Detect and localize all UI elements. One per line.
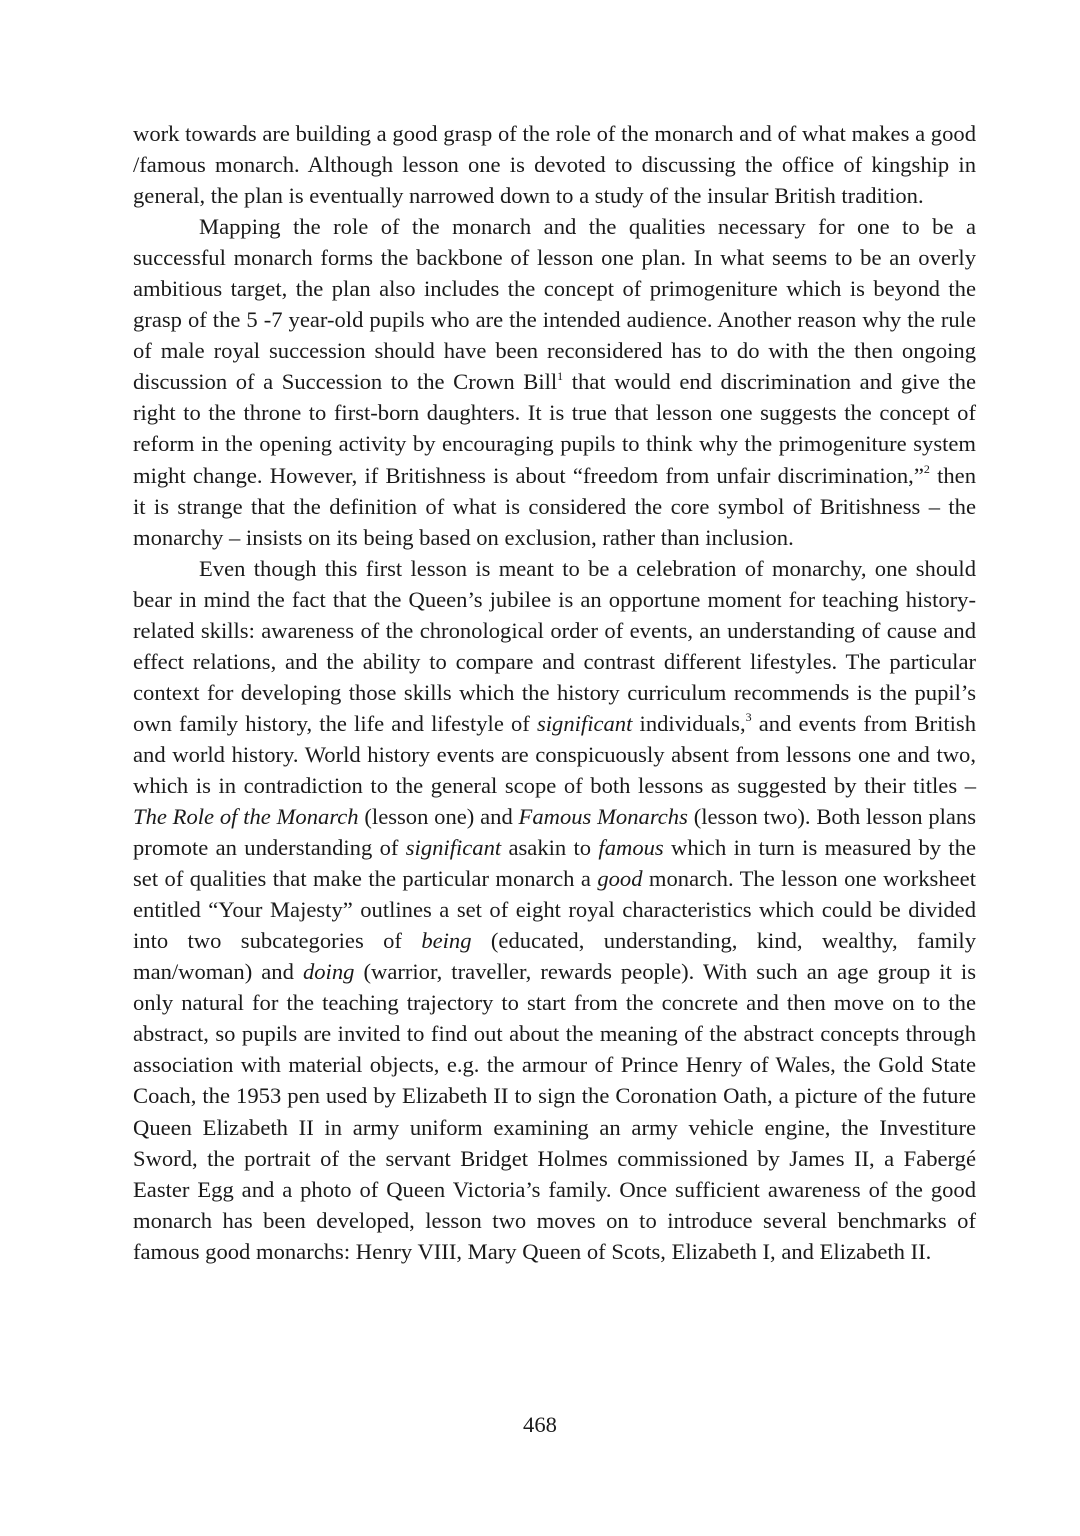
page-body	[133, 118, 976, 1267]
footnote-marker: 1	[557, 368, 564, 383]
paragraph-2	[133, 211, 976, 553]
text-run: (lesson two). Both lesson plans promote an understanding of	[133, 804, 977, 861]
text-run: (warrior, traveller, rewards people). With such an age group it is only natural for the teaching trajectory to start from the concrete and then move on to the abstract, so pupils are invited to find out about the meaning of the abstract concepts through association with material objects, e.g. the armour of Prince Henry of Wales, the Gold State Coach, the 1953 pen used by Elizabeth II to sign the Coronation Oath, a picture of the future Queen Elizabeth II in army uniform examining an army vehicle engine, the Investiture Sword, the portrait of the servant Bridget Holmes commissioned by James II, a Fabergé Easter Egg and a photo of Queen Victoria’s family. Once sufficient awareness of the good monarch has been developed, lesson two moves on to introduce several benchmarks of famous good monarchs: Henry VIII, Mary Queen of Scots, Elizabeth I, and Elizabeth II.	[133, 959, 976, 1264]
italic-text: The Role of the Monarch	[133, 804, 359, 830]
text-run: (lesson one) and	[358, 804, 519, 830]
italic-text: being	[421, 928, 472, 954]
text-run: and events from British and world history. World history events are conspicuously absent from lessons one and two, which is in contradiction to the general scope of both lessons as suggested by their titles –	[133, 710, 976, 798]
italic-text: famous	[598, 835, 664, 861]
page-number: 468	[523, 1412, 557, 1437]
text-run: which in turn is measured by the set of qualities that make the particular monarch a	[133, 835, 976, 892]
text-run: then it is strange that the definition of what is considered the core symbol of Britishness – the monarchy – insists on its being based on exclusion, rather than inclusion.	[133, 462, 976, 550]
paragraph-1	[133, 118, 976, 211]
italic-text: Famous Monarchs	[518, 804, 688, 830]
text-run: asakin to	[501, 835, 599, 861]
text-run: monarch. The lesson one worksheet entitled “Your Majesty” outlines a set of eight royal characteristics which could be divided into two subcategories of	[133, 866, 976, 954]
italic-text: significant	[405, 835, 502, 861]
text-run: work towards are building a good grasp of the role of the monarch and of what makes a good /famous monarch. Although lesson one is devoted to discussing the office of kingship in general, the plan is eventually narrowed down to a study of the insular British tradition.	[133, 121, 976, 209]
text-run: that would end discrimination and give the right to the throne to first-born daughters. It is true that lesson one suggests the concept of reform in the opening activity by encouraging pupils to think why the primogeniture system might change. However, if Britishness is about “freedom from unfair discrimination,”	[133, 369, 976, 488]
footnote-marker: 3	[745, 710, 752, 725]
text-run: Even though this first lesson is meant to be a celebration of monarchy, one should bear in mind the fact that the Queen’s jubilee is an opportune moment for teaching history-related skills: awareness of the chronological order of events, an understanding of cause and effect relations, and the ability to compare and contrast different lifestyles. The particular context for developing those skills which the history curriculum recommends is the pupil’s own family history, the life and lifestyle of	[133, 555, 976, 736]
text-run: individuals,	[632, 710, 746, 736]
paragraph-3	[133, 553, 976, 1267]
italic-text: good	[597, 866, 643, 892]
italic-text: doing	[302, 959, 355, 985]
italic-text: significant	[536, 710, 633, 736]
text-run: (educated, understanding, kind, wealthy, family man/woman) and	[133, 928, 976, 985]
text-run: Mapping the role of the monarch and the qualities necessary for one to be a successful monarch forms the backbone of lesson one plan. In what seems to be an overly ambitious target, the plan also includes the concept of primogeniture which is beyond the grasp of the 5 -7 year-old pupils who are the intended audience. Another reason why the rule of male royal succession should have been reconsidered has to do with the then ongoing discussion of a Succession to the Crown Bill	[133, 214, 976, 395]
footnote-marker: 2	[923, 461, 930, 476]
